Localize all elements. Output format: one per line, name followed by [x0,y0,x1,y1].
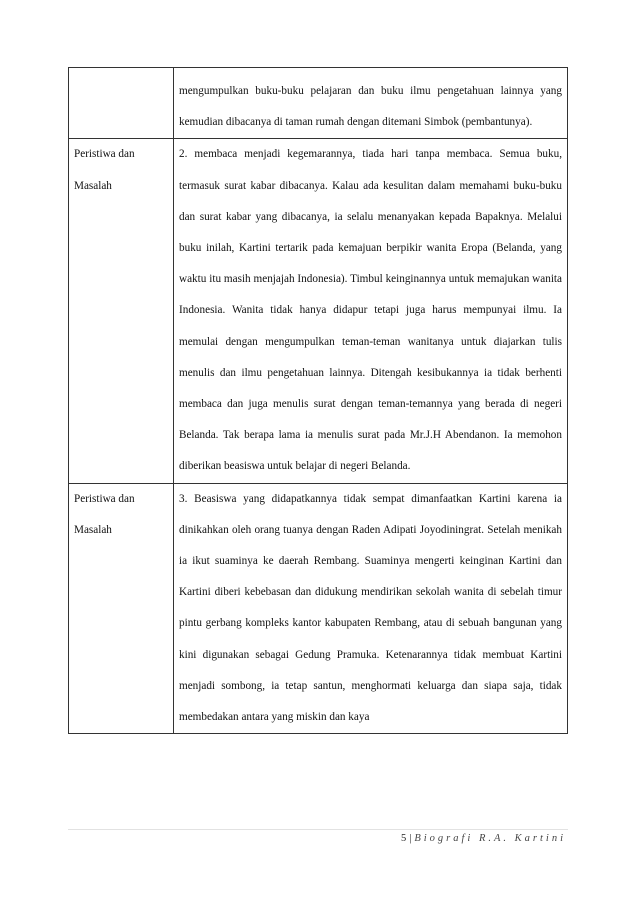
page-footer [401,833,566,844]
footer-divider [68,829,568,830]
row-content [174,483,568,734]
row-content [174,139,568,483]
footer-separator: | [409,833,412,844]
row-label: Peristiwa dan Masalah [69,483,174,734]
row-content [174,68,568,139]
row-text: 3. Beasiswa yang didapatkannya tidak sempat dimanfaatkan Kartini karena ia dinikahkan oleh orang tuanya dengan Raden Adipati Joyodiningrat. Setelah menikah ia ikut suaminya ke daerah Rembang. Suaminya mengerti keinginan Kartini dan Kartini diberi kebebasan dan didukung mendirikan sekolah wanita di sebelah timur pintu gerbang kompleks kantor kabupaten Rembang, atau di sebuah bangunan yang kini digunakan sebagai Gedung Pramuka. Ketenarannya tidak membuat Kartini menjadi sombong, ia tetap santun, menghormati keluarga dan siapa saja, tidak membedakan antara yang miskin dan kaya [179,492,562,724]
row-text: mengumpulkan buku-buku pelajaran dan buku ilmu pengetahuan lainnya yang kemudian dibacanya di taman rumah dengan ditemani Simbok (pembantunya). [179,85,562,129]
table-row [69,483,568,734]
row-text: 2. membaca menjadi kegemarannya, tiada hari tanpa membaca. Semua buku, termasuk surat kabar dibacanya. Kalau ada kesulitan dalam memahami buku-buku dan surat kabar yang dibacanya, ia selalu menanyakan kepada Bapaknya. Melalui buku inilah, Kartini tertarik pada kemajuan berpikir wanita Eropa (Belanda, yang waktu itu masih menjajah Indonesia). Timbul keinginannya untuk memajukan wanita Indonesia. Wanita tidak hanya didapur tetapi juga harus mempunyai ilmu. Ia memulai dengan mengumpulkan teman-teman wanitanya untuk diajarkan tulis menulis dan ilmu pengetahuan lainnya. Ditengah kesibukannya ia tidak berhenti membaca dan juga menulis surat dengan teman-temannya yang berada di negeri Belanda. Tak berapa lama ia menulis surat pada Mr.J.H Abendanon. Ia memohon diberikan beasiswa untuk belajar di negeri Belanda. [179,148,562,473]
page-number: 5 [400,833,407,844]
table-row [69,68,568,139]
row-label: Peristiwa dan Masalah [69,139,174,483]
row-label [69,68,174,139]
table-row [69,139,568,483]
biography-table [68,67,568,734]
footer-title: Biografi R.A. Kartini [414,833,566,844]
